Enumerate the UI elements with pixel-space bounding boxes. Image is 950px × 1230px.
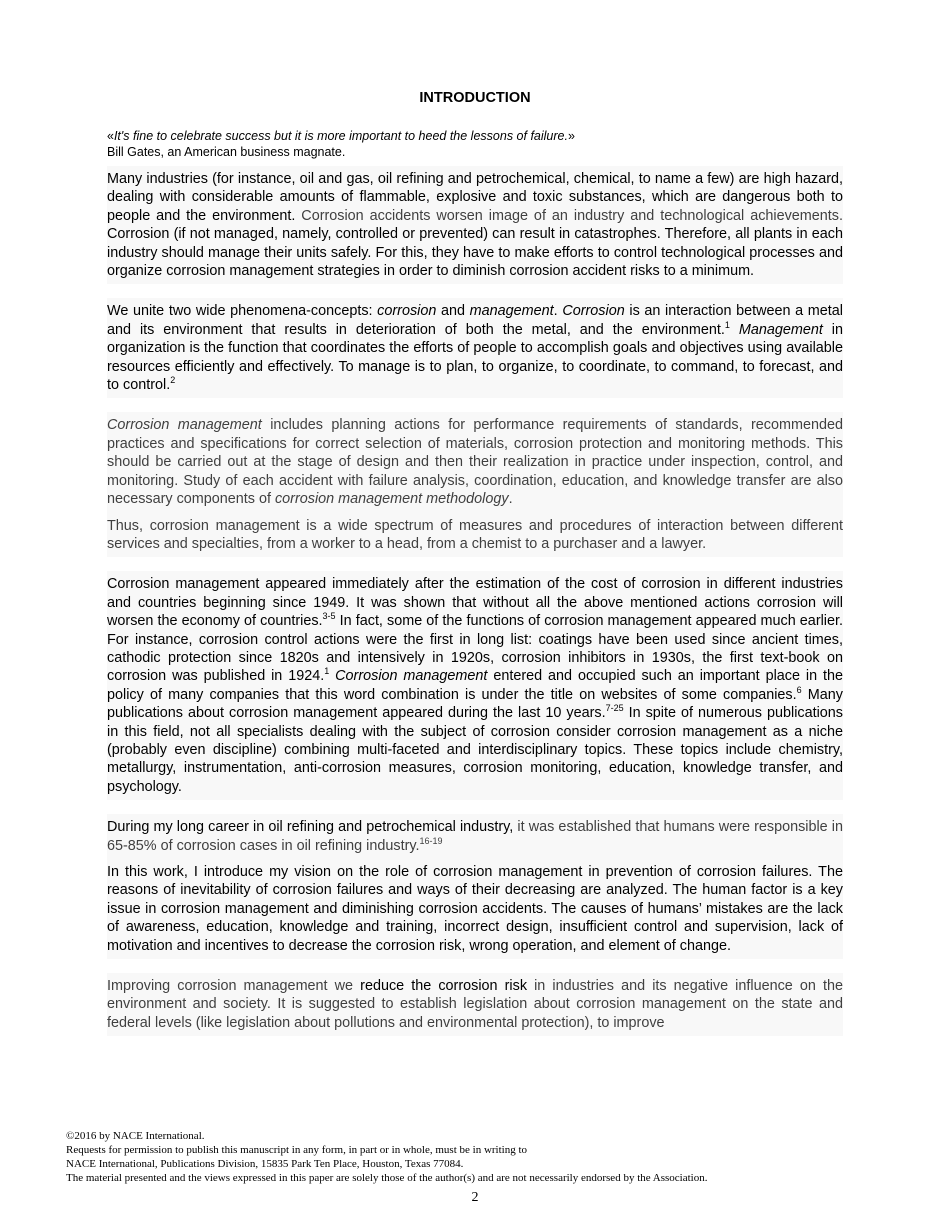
footer-disclaimer: The material presented and the views expressed in this paper are solely those of the author(s) and are not necessarily endorsed by the Association. [66, 1172, 708, 1184]
p2-term-corrosion: corrosion [377, 303, 437, 320]
p5-term: Corrosion management [335, 668, 488, 685]
p2-ref-1: 1 [724, 320, 730, 331]
p3-text-b: . [508, 491, 513, 508]
p6-text-b: it was established that humans were responsible in 65-85% of corrosion cases in oil refining industry. [107, 819, 843, 854]
paragraph-5 [107, 571, 843, 800]
page-body [107, 90, 843, 1050]
paragraph-8 [107, 973, 843, 1036]
p8-text-a: Improving corrosion management we [107, 978, 361, 995]
footer-address: NACE International, Publications Division, 15835 Park Ten Place, Houston, Texas 77084. [66, 1158, 464, 1170]
p5-text-b: In fact, some of the functions of corrosion management appeared much earlier. For instance, corrosion control actions were the first in long list: coatings have been used since ancient times, cathodic protection since 1820s and intensively in 1920s, corrosion inhibitors in 1930s, the first text-book on corrosion was published in 1924. [107, 613, 844, 685]
section-title: INTRODUCTION [419, 90, 531, 106]
footer-permission: Requests for permission to publish this manuscript in any form, in part or in whole, must be in writing to [66, 1144, 528, 1156]
p1-text-b: Corrosion accidents worsen image of an industry and technological achievements. [301, 207, 843, 224]
p3-term-2: corrosion management methodology [274, 491, 509, 508]
quote-open: « [107, 129, 114, 143]
p5-text-d: entered and occupied such an important place in the policy of many companies that this word combination is under the title on websites of some companies. [107, 668, 843, 703]
p1-text-c: Corrosion (if not managed, namely, controlled or prevented) can result in catastrophes. Therefore, all plants in each industry should manage their units safely. For this, they have to make efforts to control technological processes and organize corrosion management strategies in order to diminish corrosion accident risks to a minimum. [107, 226, 843, 280]
p2-text-f: in organization is the function that coordinates the efforts of people to accomplish goals and objectives using available resources efficiently and effectively. To manage is to plan, to organize, to coordinate, to command, to forecast, and to control. [107, 321, 844, 394]
page-number: 2 [471, 1190, 479, 1205]
paragraph-2 [107, 298, 843, 398]
paragraph-1 [107, 166, 843, 284]
p2-text-d: is an interaction between a metal and its environment that results in deterioration of both the metal, and the environment. [107, 303, 844, 338]
paragraph-7: In this work, I introduce my vision on the role of corrosion management in prevention of corrosion failures. The reasons of inevitability of corrosion failures and ways of their decreasing are analyzed. The human factor is a key issue in corrosion management and diminishing corrosion accidents. The causes of humans’ mistakes are the lack of awareness, education, knowledge and training, incorrect design, insufficient control and supervision, lack of motivation and incentives to decrease the corrosion risk, wrong operation, and element of change. [107, 859, 843, 959]
copyright-footer [66, 1129, 886, 1185]
p5-ref-3: 6 [796, 684, 802, 695]
quote-attribution: Bill Gates, an American business magnate. [107, 145, 346, 159]
paragraph-4: Thus, corrosion management is a wide spectrum of measures and procedures of interaction between different services and specialties, from a worker to a head, from a chemist to a purchaser and a lawyer. [107, 513, 843, 558]
quote-close: » [567, 129, 575, 143]
p5-text-f: In spite of numerous publications in this field, not all specialists dealing with the subject of corrosion consider corrosion management as a niche (probably even discipline) combining multi-faceted and interdisciplinary topics. These topics include chemistry, metallurgy, instrumentation, anti-corrosion measures, corrosion monitoring, education, knowledge transfer, and psychology. [107, 705, 843, 795]
p2-ref-2: 2 [170, 375, 176, 386]
epigraph [107, 128, 843, 160]
p2-term-corrosion-2: Corrosion [562, 303, 625, 320]
p2-term-management-2: Management [738, 321, 823, 338]
paragraph-6 [107, 814, 843, 859]
p3-text-a: includes planning actions for performance requirements of standards, recommended practices and specifications for correct selection of materials, corrosion protection and monitoring methods. This should be carried out at the stage of design and then their realization in practice under inspection, control, and monitoring. Study of each accident with failure analysis, coordination, education, and knowledge transfer are also necessary components of [107, 417, 843, 508]
p5-ref-2: 1 [324, 666, 330, 677]
p1-text-a: Many industries (for instance, oil and gas, oil refining and petrochemical, chemical, to name a few) are high hazard, dealing with considerable amounts of flammable, explosive and toxic substances, which are dangerous both to people and the environment. [107, 171, 843, 224]
p6-ref-1: 16-19 [419, 835, 443, 846]
p8-text-c: in industries and its negative influence on the environment and society. It is suggested to establish legislation about corrosion management on the state and federal levels (like legislation about pollutions and environmental protection), to improve [107, 978, 843, 1031]
p5-text-e: Many publications about corrosion management appeared during the last 10 years. [107, 686, 843, 722]
quote-text: It's fine to celebrate success but it is more important to heed the lessons of failure. [113, 129, 568, 143]
p2-text-b: and [436, 303, 470, 320]
p2-text-e [730, 322, 739, 338]
p5-ref-4: 7-25 [605, 703, 624, 714]
p6-text-a: During my long career in oil refining and petrochemical industry, [107, 819, 518, 836]
p2-term-management: management [469, 303, 554, 320]
p8-text-b: reduce the corrosion risk [360, 978, 528, 995]
p5-text-a: Corrosion management appeared immediately after the estimation of the cost of corrosion in different industries and countries beginning since 1949. It was shown that without all the above mentioned actions corrosion will worsen the economy of countries. [107, 576, 843, 630]
p2-text-a: We unite two wide phenomena-concepts: [107, 303, 378, 320]
p3-term: Corrosion management [107, 417, 262, 434]
p2-text-c: . [553, 303, 563, 320]
footer-copyright: ©2016 by NACE International. [66, 1130, 205, 1142]
paragraph-3 [107, 412, 843, 512]
p5-ref-1: 3-5 [322, 611, 336, 622]
